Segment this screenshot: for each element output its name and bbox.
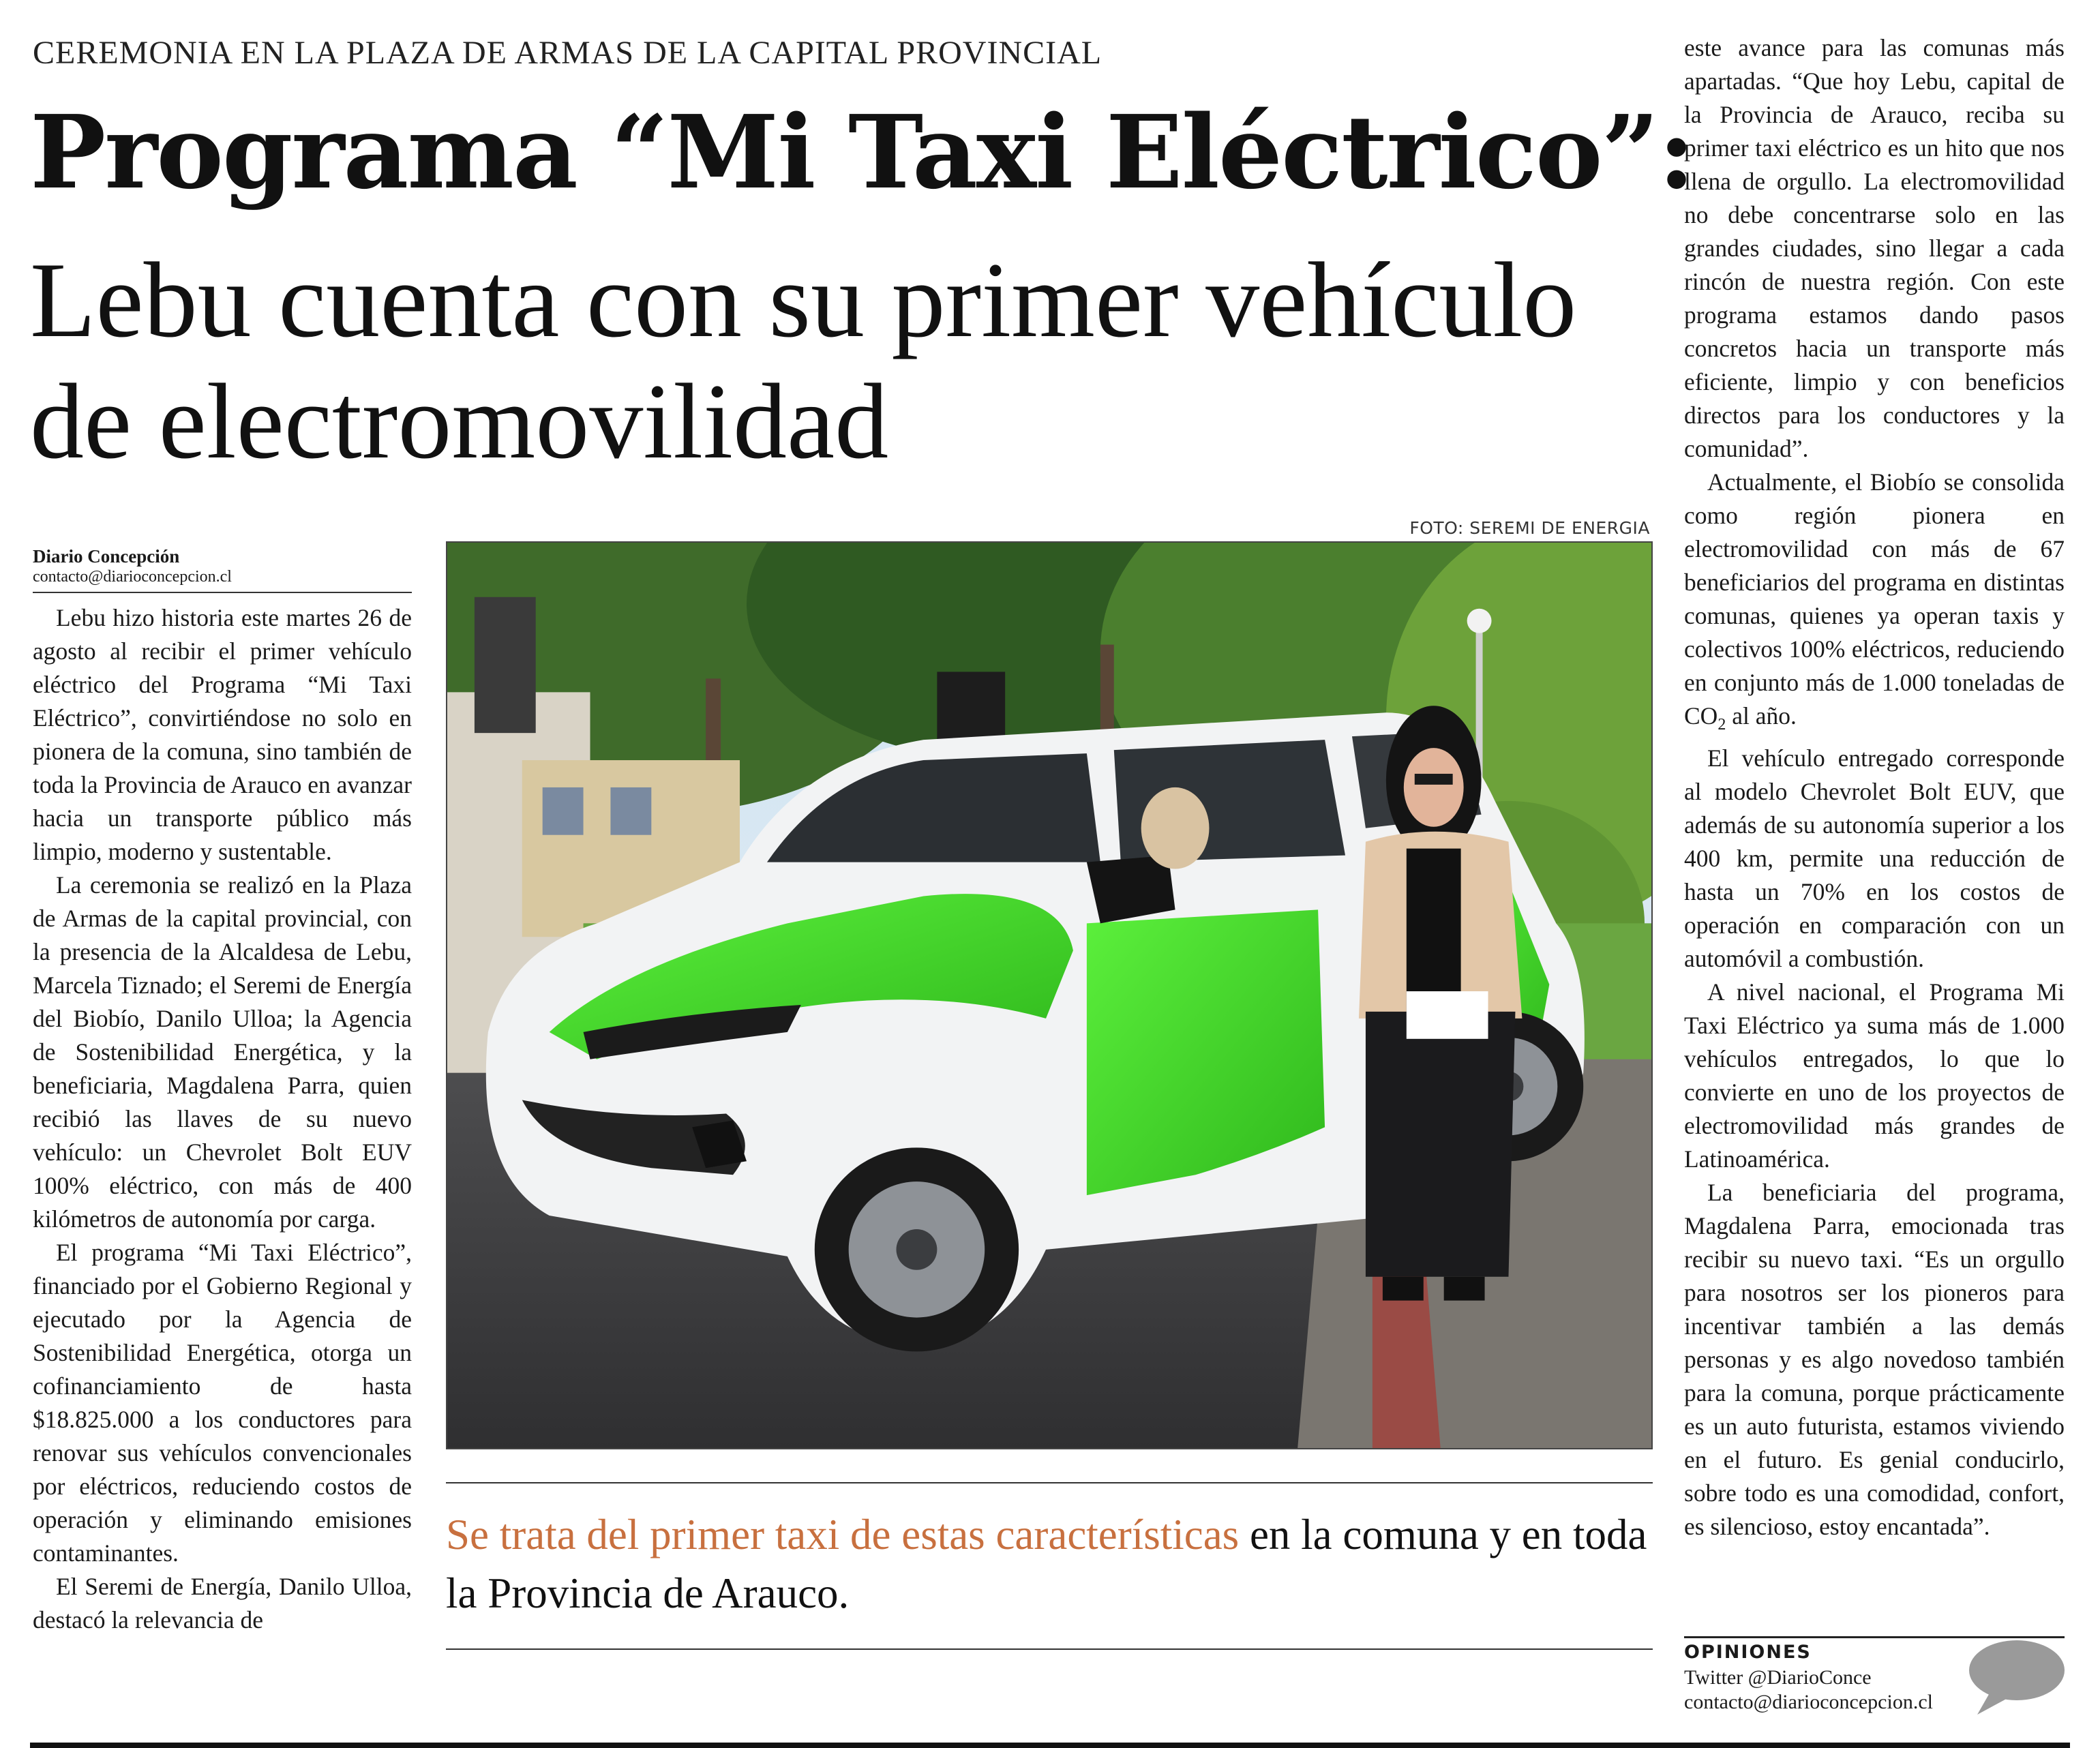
subscript-2: 2 — [1717, 716, 1726, 734]
byline-email[interactable]: contacto@diarioconcepcion.cl — [33, 568, 232, 586]
article-column-right — [1684, 31, 2065, 1599]
article-column-left — [33, 601, 412, 1713]
byline-name: Diario Concepción — [33, 546, 180, 567]
byline — [33, 545, 412, 593]
paragraph: El programa “Mi Taxi Eléctrico”, financiado por el Gobierno Regional y ejecutado por la Agencia de Sostenibilidad Energética, otorga un cofinanciamiento de hasta $18.825.000 a los conductores para renovar sus vehículos convencionales por eléctricos, reduciendo costos de operación y eliminando emisiones contaminantes. — [33, 1239, 412, 1567]
taxi-photo-illustration — [447, 543, 1651, 1448]
speech-bubble-icon — [1964, 1636, 2066, 1718]
paragraph: este avance para las comunas más apartadas. “Que hoy Lebu, capital de la Provincia de Arauco, reciba su primer taxi eléctrico es un hito que nos llena de orgullo. La electromovilidad no debe concentrarse solo en las grandes ciudades, sino llegar a cada rincón de nuestra región. Con este programa estamos dando pasos concretos hacia un transporte más eficiente, limpio y con beneficios directos para los conductores y la comunidad”. — [1684, 34, 2065, 462]
paragraph — [1684, 466, 2065, 742]
pullquote-rule-top — [446, 1482, 1653, 1483]
paragraph: La ceremonia se realizó en la Plaza de Armas de la capital provincial, con la presencia de la Alcaldesa de Lebu, Marcela Tiznado; el Seremi de Energía del Biobío, Danilo Ulloa; la Agencia de Sostenibilidad Energética, y la beneficiaria, Magdalena Parra, quien recibió las llaves de su nuevo vehículo: un Chevrolet Bolt EUV 100% eléctrico, con más de 400 kilómetros de autonomía por carga. — [33, 871, 412, 1233]
pullquote-rule-bottom — [446, 1648, 1653, 1650]
article-photo — [446, 541, 1653, 1449]
pullquote-text: en la comuna y en toda la Provincia de Arauco. — [446, 1511, 1647, 1617]
photo-credit: FOTO: SEREMI DE ENERGIA — [1409, 518, 1650, 538]
paragraph: La beneficiaria del programa, Magdalena Parra, emocionada tras recibir su nuevo taxi. “Es un orgullo para nosotros ser los pioneros para incentivar también a las demás personas y es algo novedoso también para la comuna, porque prácticamente es un auto futurista, estamos viviendo en el futuro. Es genial conducirlo, sobre todo es una comodidad, confort, es silencioso, estoy encantada”. — [1684, 1179, 2065, 1541]
paragraph-text: al año. — [1726, 702, 1797, 729]
opiniones-title: OPINIONES — [1684, 1642, 1812, 1663]
paragraph: El vehículo entregado corresponde al modelo Chevrolet Bolt EUV, que además de su autonomía superior a los 400 km, permite una reducción de hasta un 70% en los costos de operación en comparación con un automóvil a combustión. — [1684, 744, 2065, 973]
pullquote — [446, 1505, 1653, 1623]
article-headline: Programa “Mi Taxi Eléctrico”: — [30, 93, 1694, 211]
paragraph-text: Actualmente, el Biobío se consolida como región pionera en electromovilidad con más de 67 beneficiarios del programa en distintas comunas, quienes ya operan taxis y colectivos 100% eléctricos, reduciendo en conjunto más de 1.000 toneladas de CO — [1684, 468, 2065, 729]
opiniones-twitter[interactable]: Twitter @DiarioConce — [1684, 1666, 1872, 1689]
paragraph: Lebu hizo historia este martes 26 de agosto al recibir el primer vehículo eléctrico del Programa “Mi Taxi Eléctrico”, convirtiéndose no solo en pionera de la comuna, sino también de toda la Provincia de Arauco en avanzar hacia un transporte público más limpio, moderno y sustentable. — [33, 604, 412, 865]
paragraph: El Seremi de Energía, Danilo Ulloa, destacó la relevancia de — [33, 1573, 412, 1633]
article-kicker: CEREMONIA EN LA PLAZA DE ARMAS DE LA CAPITAL PROVINCIAL — [33, 35, 1102, 71]
opiniones-email[interactable]: contacto@diarioconcepcion.cl — [1684, 1691, 1933, 1713]
pullquote-highlight: Se trata del primer taxi de estas características — [446, 1511, 1240, 1558]
article-subheadline: Lebu cuenta con su primer vehículo de electromovilidad — [30, 241, 1577, 481]
paragraph: A nivel nacional, el Programa Mi Taxi Eléctrico ya suma más de 1.000 vehículos entregados, lo que lo convierte en uno de los proyectos de electromovilidad más grandes de Latinoamérica. — [1684, 978, 2065, 1173]
page-bottom-rule — [30, 1743, 2070, 1748]
